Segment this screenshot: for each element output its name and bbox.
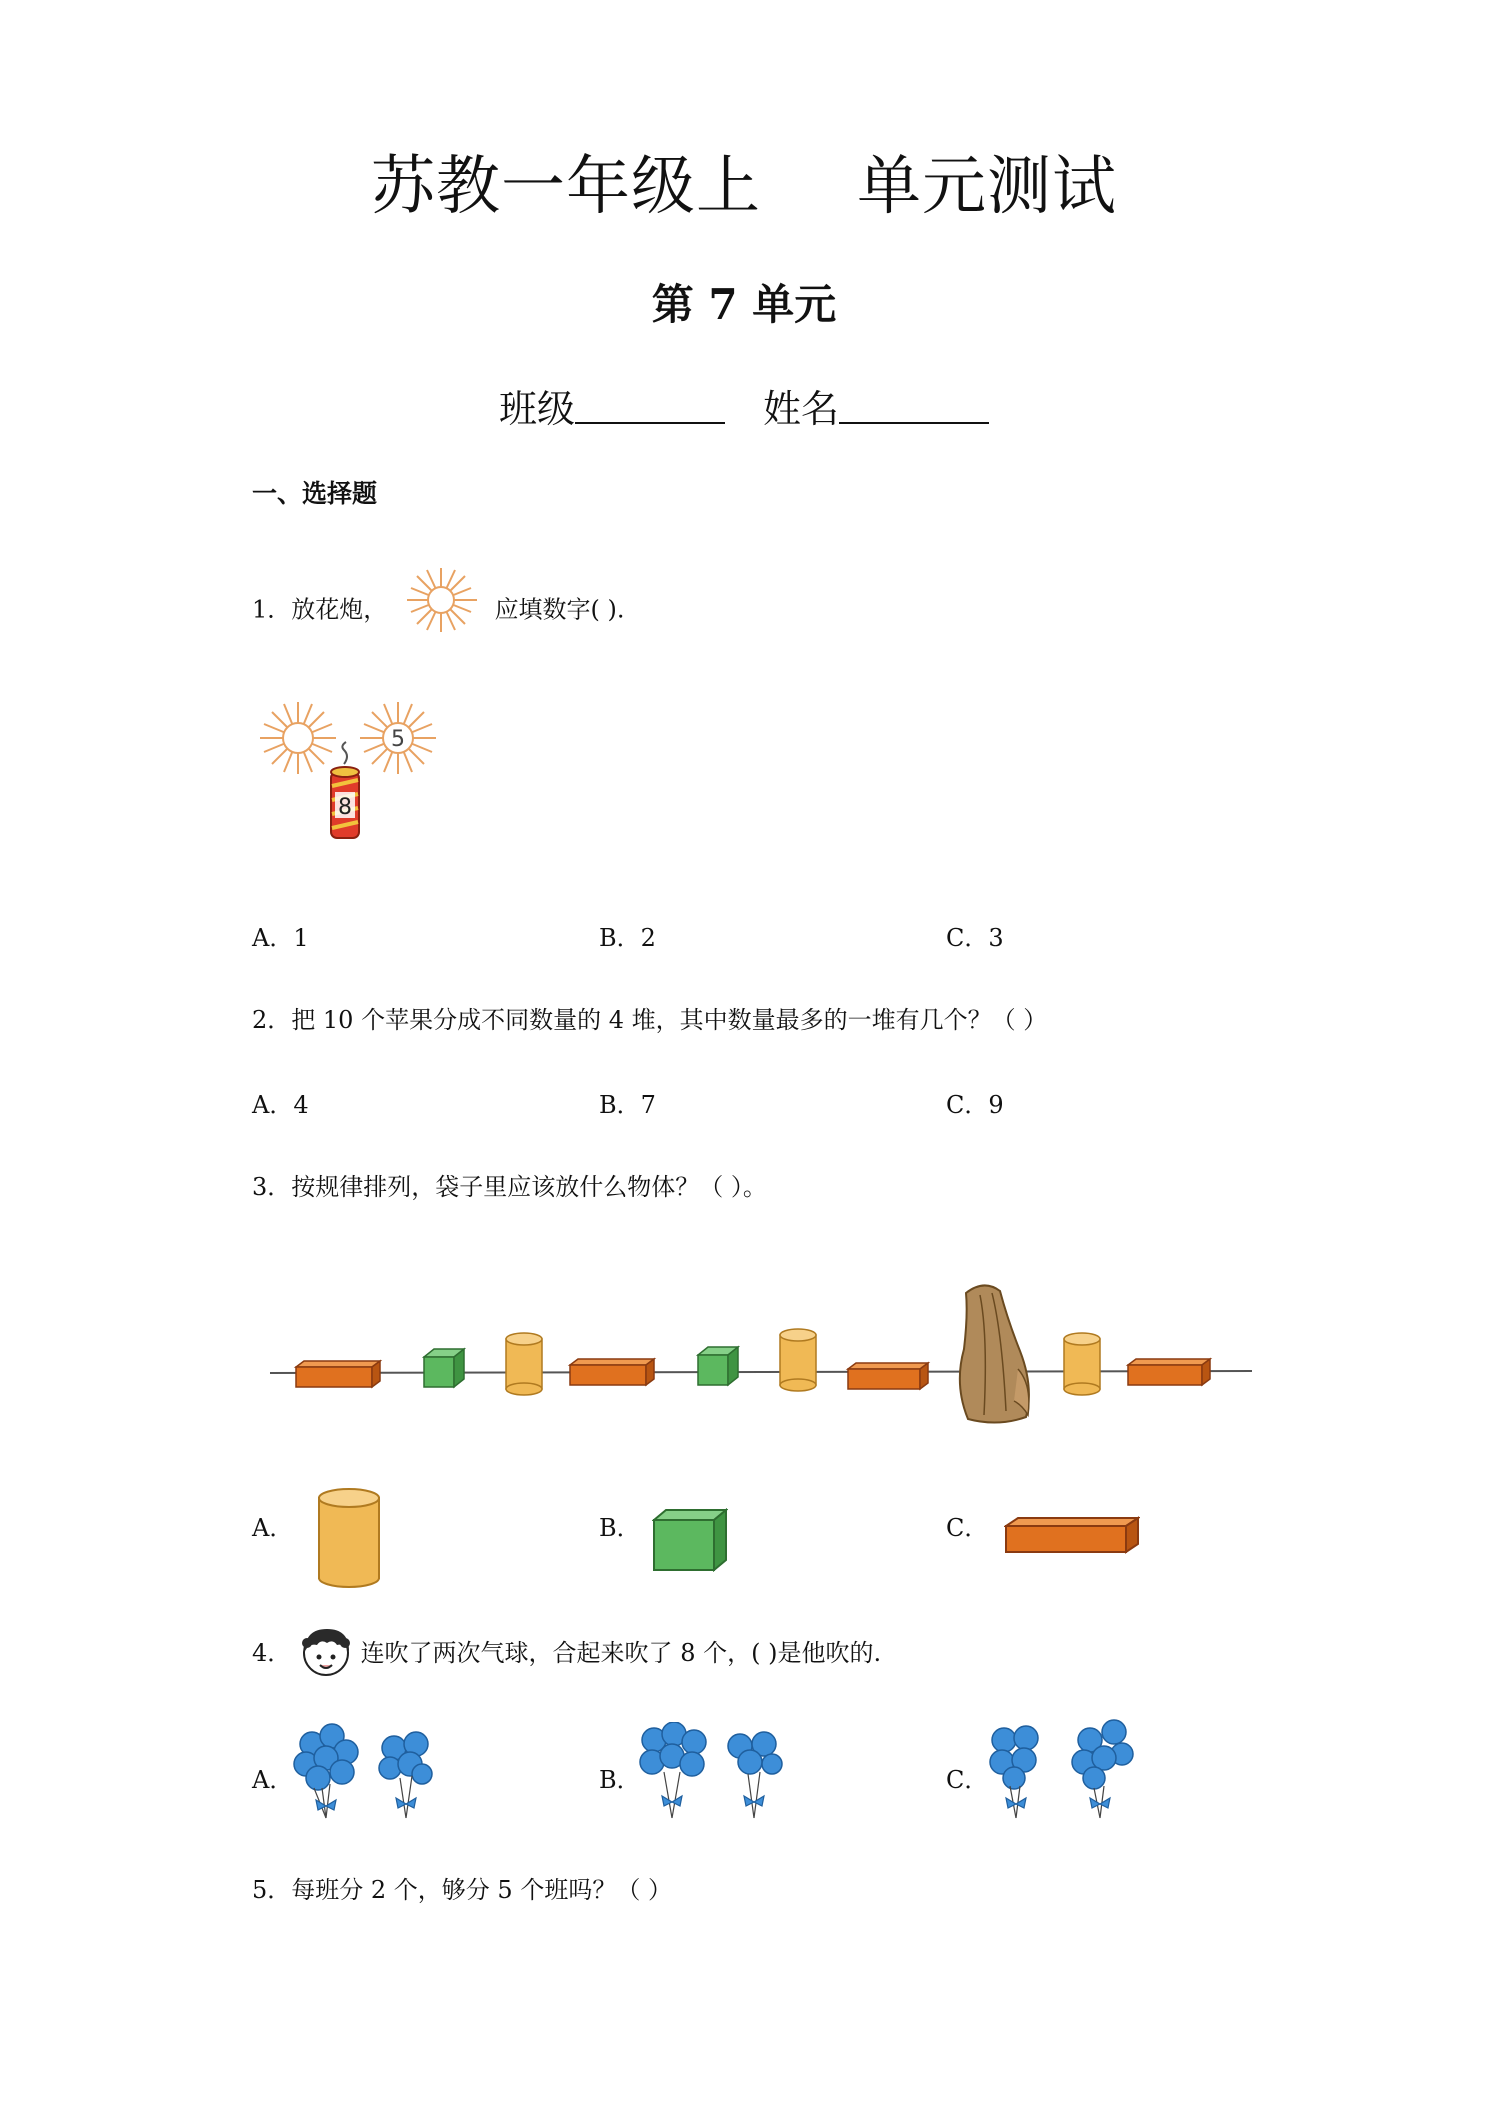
option-text: 2 xyxy=(640,924,656,952)
firework-icon xyxy=(397,580,485,642)
q3-option-c[interactable] xyxy=(946,1508,988,1543)
student-info-line xyxy=(0,378,1488,433)
firecracker-number: 8 xyxy=(338,795,352,820)
boy-face-icon xyxy=(299,1635,353,1675)
q2-option-a[interactable] xyxy=(252,1085,309,1120)
name-label: 姓名 xyxy=(763,387,840,431)
firecracker-icon xyxy=(331,742,359,838)
q2-option-b[interactable] xyxy=(599,1085,656,1120)
cube-icon xyxy=(424,1349,464,1387)
title-left: 苏教一年级上 xyxy=(371,150,761,224)
firework-right-number: 5 xyxy=(391,727,405,752)
q4-text-pre: 4． xyxy=(252,1639,292,1667)
q4-option-b[interactable] xyxy=(599,1760,641,1795)
q3-option-b[interactable] xyxy=(599,1508,641,1543)
q1-option-c[interactable] xyxy=(946,918,1004,953)
option-text: 7 xyxy=(640,1091,656,1119)
cuboid-icon xyxy=(570,1359,654,1385)
cylinder-icon xyxy=(780,1329,816,1391)
title-right: 单元测试 xyxy=(857,150,1117,224)
option-letter: C． xyxy=(946,1766,989,1794)
q3-pattern-figure xyxy=(266,1275,1256,1435)
question-4 xyxy=(252,1633,881,1675)
firework-left-icon xyxy=(260,702,336,774)
cylinder-icon xyxy=(506,1333,542,1395)
balloon-bunch-b2-icon xyxy=(722,1728,786,1822)
option-letter: B． xyxy=(599,1514,641,1542)
option-text: 1 xyxy=(293,924,309,952)
balloon-bunch-c1-icon xyxy=(986,1722,1050,1822)
option-letter: A． xyxy=(252,924,294,952)
question-5: 5．每班分 2 个，够分 5 个班吗？（ ） xyxy=(252,1876,672,1904)
option-letter: B． xyxy=(599,924,641,952)
option-letter: A． xyxy=(252,1514,294,1542)
q1-figure xyxy=(258,700,448,860)
option-letter: B． xyxy=(599,1766,641,1794)
cuboid-icon xyxy=(296,1361,380,1387)
bag-icon xyxy=(960,1285,1029,1422)
option-letter: A． xyxy=(252,1091,294,1119)
q4-option-a[interactable] xyxy=(252,1760,293,1795)
q1-text-pre: 1．放花炮， xyxy=(252,595,388,624)
cube-icon xyxy=(698,1347,738,1385)
page-title xyxy=(0,135,1488,227)
q1-option-a[interactable] xyxy=(252,918,309,953)
q1-option-b[interactable] xyxy=(599,918,656,953)
cuboid-icon xyxy=(1128,1359,1210,1385)
q3-option-a[interactable] xyxy=(252,1508,293,1543)
cuboid-icon xyxy=(848,1363,928,1389)
q4-text-post: 连吹了两次气球，合起来吹了 8 个，( )是他吹的. xyxy=(360,1639,882,1667)
option-b-cube-icon[interactable] xyxy=(652,1508,728,1572)
class-blank[interactable] xyxy=(575,386,725,424)
option-letter: B． xyxy=(599,1091,641,1119)
option-text: 4 xyxy=(293,1091,309,1119)
option-letter: A． xyxy=(252,1766,294,1794)
option-text: 3 xyxy=(988,924,1004,952)
option-letter: C． xyxy=(946,1091,989,1119)
option-letter: C． xyxy=(946,924,989,952)
option-letter: C． xyxy=(946,1514,989,1542)
class-label: 班级 xyxy=(498,387,575,431)
q2-option-c[interactable] xyxy=(946,1085,1004,1120)
question-2: 2．把 10 个苹果分成不同数量的 4 堆，其中数量最多的一堆有几个？（ ） xyxy=(252,1006,1048,1034)
question-3: 3．按规律排列，袋子里应该放什么物体？（ ）。 xyxy=(252,1173,767,1201)
option-c-cuboid-icon[interactable] xyxy=(1004,1516,1140,1556)
balloon-bunch-a2-icon xyxy=(376,1728,436,1822)
q4-option-c[interactable] xyxy=(946,1760,988,1795)
option-text: 9 xyxy=(988,1091,1004,1119)
balloon-bunch-c2-icon xyxy=(1068,1718,1136,1822)
question-1 xyxy=(252,580,625,642)
q1-text-post: 应填数字( ). xyxy=(494,595,625,624)
cylinder-icon xyxy=(1064,1333,1100,1395)
balloon-bunch-a1-icon xyxy=(292,1722,362,1822)
option-a-cylinder-icon[interactable] xyxy=(316,1486,382,1590)
section-title: 一、选择题 xyxy=(252,479,378,508)
balloon-bunch-b1-icon xyxy=(638,1722,708,1822)
unit-title: 第 7 单元 xyxy=(651,280,837,329)
name-blank[interactable] xyxy=(839,386,989,424)
